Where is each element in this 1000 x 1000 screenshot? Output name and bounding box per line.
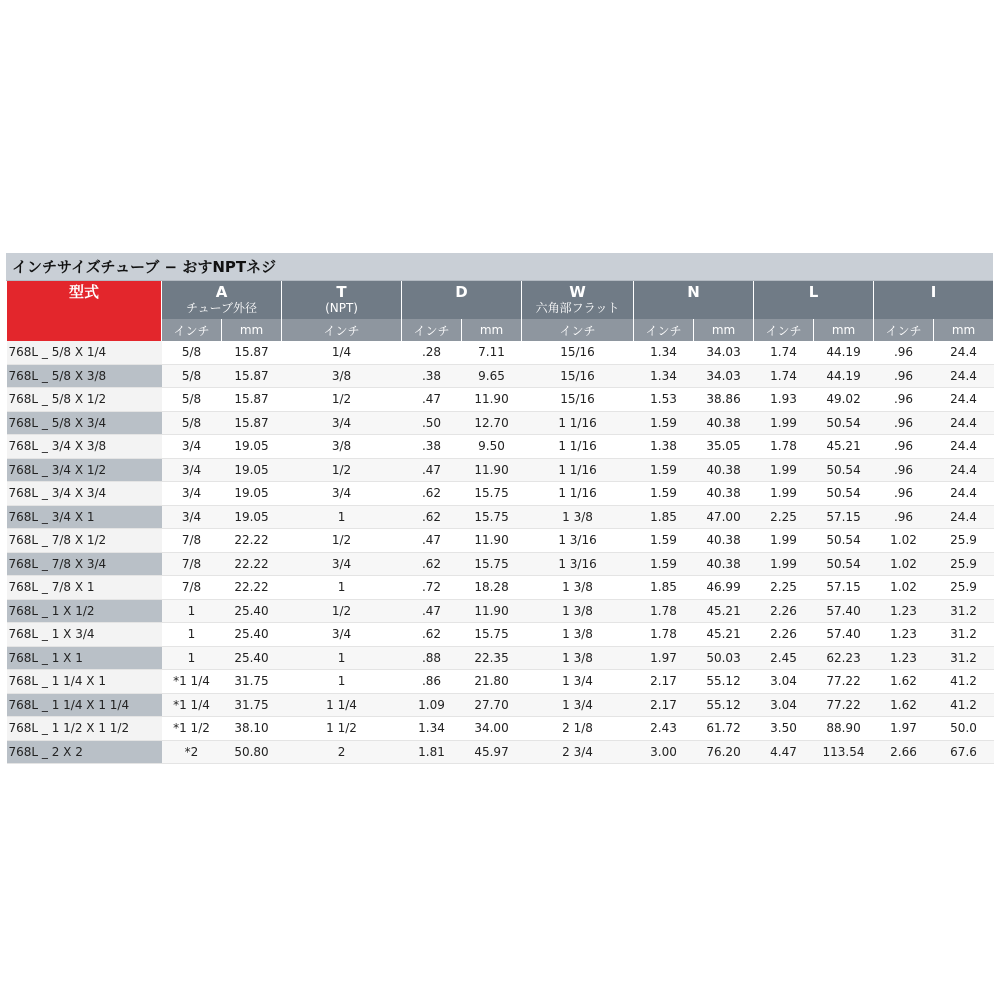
- value-cell: 1 3/16: [522, 529, 634, 553]
- table-row: [7, 670, 994, 694]
- table-row: [7, 576, 994, 600]
- value-cell: .47: [402, 388, 462, 412]
- value-cell: 41.2: [934, 670, 994, 694]
- value-cell: 1 3/16: [522, 552, 634, 576]
- value-cell: 1.97: [634, 646, 694, 670]
- value-cell: 3/8: [282, 364, 402, 388]
- value-cell: 1.59: [634, 529, 694, 553]
- value-cell: .50: [402, 411, 462, 435]
- model-cell: 768L _ 3/4 X 1/2: [7, 458, 162, 482]
- value-cell: 1 3/4: [522, 670, 634, 694]
- value-cell: 18.28: [462, 576, 522, 600]
- value-cell: 21.80: [462, 670, 522, 694]
- table-row: [7, 623, 994, 647]
- value-cell: 1.09: [402, 693, 462, 717]
- value-cell: 1.62: [874, 693, 934, 717]
- value-cell: 50.54: [814, 411, 874, 435]
- value-cell: 1.23: [874, 646, 934, 670]
- value-cell: 7/8: [162, 552, 222, 576]
- value-cell: 46.99: [694, 576, 754, 600]
- value-cell: 38.10: [222, 717, 282, 741]
- spec-table: [6, 281, 994, 764]
- value-cell: .86: [402, 670, 462, 694]
- value-cell: 25.40: [222, 623, 282, 647]
- value-cell: 31.2: [934, 623, 994, 647]
- value-cell: 24.4: [934, 388, 994, 412]
- value-cell: 1.81: [402, 740, 462, 764]
- value-cell: 40.38: [694, 529, 754, 553]
- value-cell: 1.59: [634, 411, 694, 435]
- model-cell: 768L _ 2 X 2: [7, 740, 162, 764]
- header-a-label: A: [215, 283, 228, 301]
- unit-cell: mm: [462, 319, 522, 341]
- value-cell: 77.22: [814, 670, 874, 694]
- value-cell: 5/8: [162, 388, 222, 412]
- value-cell: 3/4: [282, 552, 402, 576]
- table-row: [7, 599, 994, 623]
- value-cell: 55.12: [694, 670, 754, 694]
- value-cell: 1 3/8: [522, 646, 634, 670]
- value-cell: 15.75: [462, 552, 522, 576]
- value-cell: 1.93: [754, 388, 814, 412]
- value-cell: .96: [874, 388, 934, 412]
- value-cell: 1.99: [754, 458, 814, 482]
- value-cell: 3.00: [634, 740, 694, 764]
- table-row: [7, 435, 994, 459]
- table-row: [7, 693, 994, 717]
- value-cell: 2.25: [754, 576, 814, 600]
- value-cell: 2 3/4: [522, 740, 634, 764]
- value-cell: 9.50: [462, 435, 522, 459]
- header-n: N: [634, 281, 754, 319]
- value-cell: 45.21: [814, 435, 874, 459]
- value-cell: 2.66: [874, 740, 934, 764]
- value-cell: 34.03: [694, 341, 754, 364]
- value-cell: 61.72: [694, 717, 754, 741]
- value-cell: 22.22: [222, 529, 282, 553]
- header-w-sub: 六角部フラット: [535, 301, 620, 315]
- value-cell: 7/8: [162, 529, 222, 553]
- value-cell: 3.04: [754, 693, 814, 717]
- value-cell: 25.9: [934, 529, 994, 553]
- unit-cell: インチ: [874, 319, 934, 341]
- value-cell: .96: [874, 411, 934, 435]
- value-cell: 2.17: [634, 670, 694, 694]
- table-row: [7, 388, 994, 412]
- value-cell: .62: [402, 505, 462, 529]
- value-cell: 24.4: [934, 411, 994, 435]
- table-row: [7, 505, 994, 529]
- value-cell: 22.35: [462, 646, 522, 670]
- value-cell: *2: [162, 740, 222, 764]
- value-cell: 57.15: [814, 505, 874, 529]
- value-cell: 15/16: [522, 341, 634, 364]
- value-cell: 11.90: [462, 529, 522, 553]
- value-cell: 45.97: [462, 740, 522, 764]
- model-cell: 768L _ 7/8 X 1/2: [7, 529, 162, 553]
- value-cell: 24.4: [934, 341, 994, 364]
- value-cell: .88: [402, 646, 462, 670]
- value-cell: 88.90: [814, 717, 874, 741]
- value-cell: 11.90: [462, 388, 522, 412]
- model-cell: 768L _ 5/8 X 3/8: [7, 364, 162, 388]
- value-cell: 3/4: [282, 623, 402, 647]
- value-cell: 50.54: [814, 458, 874, 482]
- value-cell: 3.04: [754, 670, 814, 694]
- value-cell: 1.59: [634, 482, 694, 506]
- value-cell: 15.87: [222, 388, 282, 412]
- model-cell: 768L _ 3/4 X 3/8: [7, 435, 162, 459]
- value-cell: 7.11: [462, 341, 522, 364]
- value-cell: 1.02: [874, 552, 934, 576]
- value-cell: .28: [402, 341, 462, 364]
- unit-cell: mm: [814, 319, 874, 341]
- value-cell: 1.59: [634, 552, 694, 576]
- value-cell: 2.45: [754, 646, 814, 670]
- value-cell: 1: [282, 646, 402, 670]
- value-cell: 50.80: [222, 740, 282, 764]
- value-cell: .62: [402, 552, 462, 576]
- value-cell: 2.26: [754, 599, 814, 623]
- value-cell: 31.2: [934, 599, 994, 623]
- value-cell: 5/8: [162, 341, 222, 364]
- model-cell: 768L _ 1 1/2 X 1 1/2: [7, 717, 162, 741]
- model-cell: 768L _ 1 X 1: [7, 646, 162, 670]
- value-cell: 77.22: [814, 693, 874, 717]
- value-cell: .96: [874, 458, 934, 482]
- value-cell: 2.25: [754, 505, 814, 529]
- value-cell: .47: [402, 458, 462, 482]
- value-cell: 50.54: [814, 482, 874, 506]
- value-cell: 31.2: [934, 646, 994, 670]
- table-row: [7, 740, 994, 764]
- value-cell: 15/16: [522, 364, 634, 388]
- value-cell: 1/2: [282, 458, 402, 482]
- value-cell: 15.75: [462, 623, 522, 647]
- model-cell: 768L _ 7/8 X 3/4: [7, 552, 162, 576]
- value-cell: 1 1/16: [522, 411, 634, 435]
- model-cell: 768L _ 3/4 X 3/4: [7, 482, 162, 506]
- value-cell: 55.12: [694, 693, 754, 717]
- value-cell: 113.54: [814, 740, 874, 764]
- value-cell: 76.20: [694, 740, 754, 764]
- value-cell: 1/2: [282, 529, 402, 553]
- units-row: [7, 319, 994, 341]
- value-cell: *1 1/4: [162, 670, 222, 694]
- table-row: [7, 341, 994, 364]
- value-cell: 11.90: [462, 599, 522, 623]
- value-cell: 3/8: [282, 435, 402, 459]
- value-cell: 1.85: [634, 576, 694, 600]
- value-cell: .72: [402, 576, 462, 600]
- value-cell: 1.53: [634, 388, 694, 412]
- value-cell: 1 3/8: [522, 623, 634, 647]
- value-cell: 1 3/8: [522, 576, 634, 600]
- value-cell: 1.78: [634, 599, 694, 623]
- value-cell: 47.00: [694, 505, 754, 529]
- header-l: L: [754, 281, 874, 319]
- value-cell: 7/8: [162, 576, 222, 600]
- value-cell: 45.21: [694, 623, 754, 647]
- model-cell: 768L _ 5/8 X 1/2: [7, 388, 162, 412]
- value-cell: 50.03: [694, 646, 754, 670]
- value-cell: 22.22: [222, 576, 282, 600]
- value-cell: 50.54: [814, 529, 874, 553]
- unit-cell: インチ: [634, 319, 694, 341]
- header-a-sub: チューブ外径: [185, 301, 258, 315]
- value-cell: 45.21: [694, 599, 754, 623]
- value-cell: 1 3/8: [522, 599, 634, 623]
- unit-cell: インチ: [754, 319, 814, 341]
- value-cell: .47: [402, 529, 462, 553]
- table-row: [7, 646, 994, 670]
- value-cell: .96: [874, 435, 934, 459]
- value-cell: 1 1/2: [282, 717, 402, 741]
- value-cell: 3/4: [282, 411, 402, 435]
- value-cell: 2: [282, 740, 402, 764]
- value-cell: 1.02: [874, 529, 934, 553]
- model-cell: 768L _ 1 1/4 X 1: [7, 670, 162, 694]
- value-cell: 19.05: [222, 505, 282, 529]
- value-cell: 40.38: [694, 552, 754, 576]
- value-cell: .62: [402, 623, 462, 647]
- value-cell: 1.38: [634, 435, 694, 459]
- value-cell: 57.15: [814, 576, 874, 600]
- unit-cell: インチ: [162, 319, 222, 341]
- value-cell: 1.02: [874, 576, 934, 600]
- value-cell: 24.4: [934, 364, 994, 388]
- value-cell: 1.99: [754, 529, 814, 553]
- value-cell: 24.4: [934, 482, 994, 506]
- value-cell: .96: [874, 341, 934, 364]
- value-cell: 67.6: [934, 740, 994, 764]
- value-cell: *1 1/4: [162, 693, 222, 717]
- value-cell: 34.00: [462, 717, 522, 741]
- unit-model-blank: [7, 319, 162, 341]
- model-cell: 768L _ 7/8 X 1: [7, 576, 162, 600]
- value-cell: 1 3/4: [522, 693, 634, 717]
- value-cell: 24.4: [934, 458, 994, 482]
- value-cell: 25.40: [222, 599, 282, 623]
- model-cell: 768L _ 3/4 X 1: [7, 505, 162, 529]
- value-cell: 40.38: [694, 458, 754, 482]
- value-cell: 57.40: [814, 623, 874, 647]
- value-cell: 41.2: [934, 693, 994, 717]
- value-cell: 44.19: [814, 364, 874, 388]
- value-cell: 25.40: [222, 646, 282, 670]
- value-cell: 12.70: [462, 411, 522, 435]
- value-cell: 15/16: [522, 388, 634, 412]
- value-cell: 25.9: [934, 576, 994, 600]
- table-body: [7, 341, 994, 764]
- unit-cell: mm: [222, 319, 282, 341]
- value-cell: 50.0: [934, 717, 994, 741]
- value-cell: 40.38: [694, 482, 754, 506]
- value-cell: 1.34: [402, 717, 462, 741]
- value-cell: 31.75: [222, 693, 282, 717]
- value-cell: 34.03: [694, 364, 754, 388]
- value-cell: .38: [402, 364, 462, 388]
- value-cell: 1: [282, 670, 402, 694]
- value-cell: 25.9: [934, 552, 994, 576]
- value-cell: 22.22: [222, 552, 282, 576]
- table-row: [7, 458, 994, 482]
- header-w-label: W: [569, 283, 586, 301]
- value-cell: 3/4: [282, 482, 402, 506]
- value-cell: 9.65: [462, 364, 522, 388]
- header-a: [162, 281, 282, 319]
- value-cell: 2 1/8: [522, 717, 634, 741]
- value-cell: 62.23: [814, 646, 874, 670]
- table-row: [7, 364, 994, 388]
- header-model: 型式: [7, 281, 162, 319]
- value-cell: 1/2: [282, 599, 402, 623]
- unit-cell: mm: [694, 319, 754, 341]
- value-cell: 19.05: [222, 482, 282, 506]
- value-cell: 24.4: [934, 435, 994, 459]
- value-cell: 4.47: [754, 740, 814, 764]
- model-cell: 768L _ 1 1/4 X 1 1/4: [7, 693, 162, 717]
- model-cell: 768L _ 1 X 3/4: [7, 623, 162, 647]
- header-w: [522, 281, 634, 319]
- table-row: [7, 411, 994, 435]
- table-row: [7, 717, 994, 741]
- value-cell: 1.99: [754, 482, 814, 506]
- value-cell: 1/2: [282, 388, 402, 412]
- value-cell: 15.87: [222, 411, 282, 435]
- value-cell: 1: [162, 599, 222, 623]
- value-cell: 1 1/16: [522, 458, 634, 482]
- value-cell: 11.90: [462, 458, 522, 482]
- value-cell: 3/4: [162, 505, 222, 529]
- value-cell: .96: [874, 482, 934, 506]
- value-cell: 40.38: [694, 411, 754, 435]
- value-cell: 31.75: [222, 670, 282, 694]
- value-cell: 3.50: [754, 717, 814, 741]
- value-cell: 1.59: [634, 458, 694, 482]
- value-cell: 5/8: [162, 411, 222, 435]
- header-t: [282, 281, 402, 319]
- header-d: D: [402, 281, 522, 319]
- value-cell: .96: [874, 364, 934, 388]
- value-cell: 1.23: [874, 623, 934, 647]
- model-cell: 768L _ 5/8 X 1/4: [7, 341, 162, 364]
- value-cell: 1 1/16: [522, 435, 634, 459]
- value-cell: 1.74: [754, 341, 814, 364]
- value-cell: *1 1/2: [162, 717, 222, 741]
- value-cell: 1.99: [754, 552, 814, 576]
- value-cell: 35.05: [694, 435, 754, 459]
- value-cell: 1.78: [634, 623, 694, 647]
- value-cell: 1.62: [874, 670, 934, 694]
- model-cell: 768L _ 5/8 X 3/4: [7, 411, 162, 435]
- unit-cell: インチ: [402, 319, 462, 341]
- value-cell: 24.4: [934, 505, 994, 529]
- value-cell: 1 3/8: [522, 505, 634, 529]
- value-cell: 1: [162, 646, 222, 670]
- value-cell: 1/4: [282, 341, 402, 364]
- value-cell: 15.75: [462, 505, 522, 529]
- spec-sheet: [6, 253, 993, 764]
- value-cell: 15.75: [462, 482, 522, 506]
- value-cell: 1.99: [754, 411, 814, 435]
- unit-cell: mm: [934, 319, 994, 341]
- value-cell: 1: [282, 576, 402, 600]
- value-cell: 1.78: [754, 435, 814, 459]
- value-cell: 19.05: [222, 458, 282, 482]
- value-cell: .96: [874, 505, 934, 529]
- unit-cell: インチ: [282, 319, 402, 341]
- value-cell: 1.85: [634, 505, 694, 529]
- value-cell: 1 1/16: [522, 482, 634, 506]
- value-cell: 3/4: [162, 482, 222, 506]
- header-i: I: [874, 281, 994, 319]
- value-cell: 1: [282, 505, 402, 529]
- value-cell: .47: [402, 599, 462, 623]
- value-cell: 2.43: [634, 717, 694, 741]
- value-cell: 49.02: [814, 388, 874, 412]
- value-cell: 3/4: [162, 435, 222, 459]
- value-cell: .62: [402, 482, 462, 506]
- value-cell: 1.97: [874, 717, 934, 741]
- value-cell: 57.40: [814, 599, 874, 623]
- value-cell: 19.05: [222, 435, 282, 459]
- header-t-sub: (NPT): [325, 301, 358, 315]
- value-cell: 1: [162, 623, 222, 647]
- value-cell: 15.87: [222, 341, 282, 364]
- value-cell: 2.17: [634, 693, 694, 717]
- value-cell: 50.54: [814, 552, 874, 576]
- value-cell: 1.23: [874, 599, 934, 623]
- table-row: [7, 552, 994, 576]
- value-cell: 1.34: [634, 364, 694, 388]
- value-cell: 2.26: [754, 623, 814, 647]
- table-title: インチサイズチューブ − おすNPTネジ: [6, 253, 993, 281]
- header-row: [7, 281, 994, 319]
- value-cell: 1 1/4: [282, 693, 402, 717]
- value-cell: 5/8: [162, 364, 222, 388]
- table-row: [7, 482, 994, 506]
- value-cell: .38: [402, 435, 462, 459]
- value-cell: 15.87: [222, 364, 282, 388]
- header-t-label: T: [336, 283, 347, 301]
- value-cell: 44.19: [814, 341, 874, 364]
- value-cell: 27.70: [462, 693, 522, 717]
- value-cell: 1.74: [754, 364, 814, 388]
- model-cell: 768L _ 1 X 1/2: [7, 599, 162, 623]
- table-row: [7, 529, 994, 553]
- value-cell: 3/4: [162, 458, 222, 482]
- value-cell: 1.34: [634, 341, 694, 364]
- value-cell: 38.86: [694, 388, 754, 412]
- unit-cell: インチ: [522, 319, 634, 341]
